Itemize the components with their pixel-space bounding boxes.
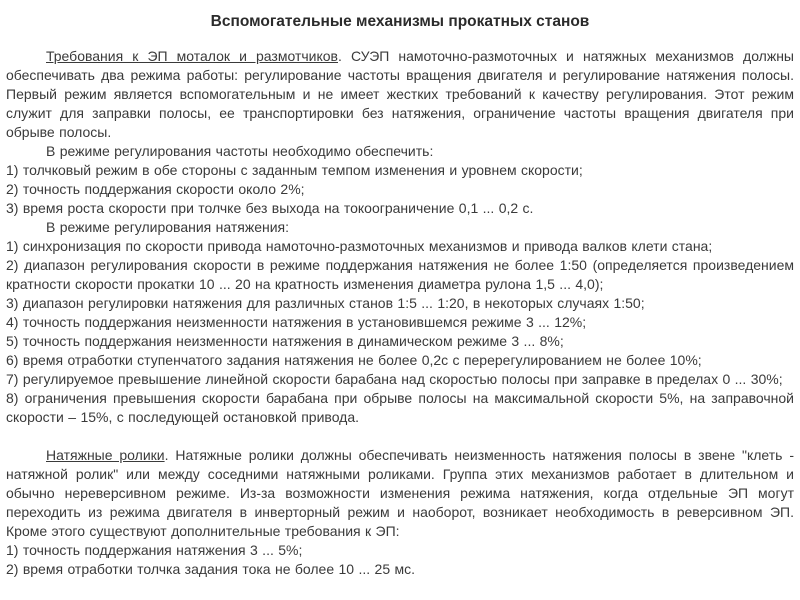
tension-mode-item-1: 1) синхронизация по скорости привода намоточно-размоточных механизмов и привода валков клети стана; bbox=[6, 238, 713, 254]
rollers-lead-term: Натяжные ролики bbox=[46, 447, 165, 463]
tension-mode-item-6: 6) время отработки ступенчатого задания натяжения не более 0,2с с перерегулированием не более 10%; bbox=[6, 352, 702, 368]
tension-mode-item-2: 2) диапазон регулирования скорости в режиме поддержания натяжения не более 1:50 (определяется произведением кратности скорости прокатки 10 ... 20 на кратность изменения диаметра рулона 1,5 ... 4,0); bbox=[6, 257, 794, 292]
rollers-item-2: 2) время отработки толчка задания тока не более 10 ... 25 мс. bbox=[6, 561, 416, 577]
tension-mode-item-7: 7) регулируемое превышение линейной скорости барабана над скоростью полосы при заправке в пределах 0 ... 30%; bbox=[6, 371, 783, 387]
rollers-item-1: 1) точность поддержания натяжения 3 ... 5%; bbox=[6, 542, 303, 558]
frequency-mode-item-2: 2) точность поддержания скорости около 2%; bbox=[6, 181, 305, 197]
tension-mode-heading: В режиме регулирования натяжения: bbox=[46, 219, 290, 235]
intro-lead-term: Требования к ЭП моталок и размотчиков bbox=[46, 48, 338, 64]
intro-body-text: . СУЭП намоточно-размоточных и натяжных механизмов должны обеспечивать два режима работы: регулирование частоты вращения двигателя и регулирование натяжения полосы. Первый режим является вспомогательным и не имеет жестких требований к качеству регулирования. Этот режим служит для заправки полосы, ее транспортировки без натяжения, ограничение частоты вращения двигателя при обрыве полосы. bbox=[6, 48, 794, 140]
tension-mode-item-4: 4) точность поддержания неизменности натяжения в установившемся режиме 3 ... 12%; bbox=[6, 314, 587, 330]
tension-mode-item-3: 3) диапазон регулировки натяжения для различных станов 1:5 ... 1:20, в некоторых случаях 1:50; bbox=[6, 295, 645, 311]
tension-mode-item-5: 5) точность поддержания неизменности натяжения в динамическом режиме 3 ... 8%; bbox=[6, 333, 564, 349]
intro-paragraph bbox=[6, 47, 794, 142]
frequency-mode-item-1: 1) толчковый режим в обе стороны с заданным темпом изменения и уровнем скорости; bbox=[6, 162, 583, 178]
frequency-mode-item-3: 3) время роста скорости при толчке без выхода на токоограничение 0,1 ... 0,2 с. bbox=[6, 200, 534, 216]
rollers-body-text: . Натяжные ролики должны обеспечивать неизменность натяжения полосы в звене "клеть - натяжной ролик" или между соседними натяжными роликами. Группа этих механизмов работает в длительном и обычно нереверсивном режиме. Из-за возможности изменения режима натяжения, когда отдельные ЭП могут переходить из режима двигателя в инверторный режим и наоборот, возникает необходимость в реверсивном ЭП. Кроме этого существуют дополнительные требования к ЭП: bbox=[6, 447, 794, 539]
rollers-paragraph bbox=[6, 446, 794, 541]
page-title: Вспомогательные механизмы прокатных станов bbox=[210, 13, 590, 30]
tension-mode-item-8: 8) ограничения превышения скорости барабана при обрыве полосы на максимальной скорости 5%, на заправочной скорости – 15%, с последующей остановкой привода. bbox=[6, 390, 794, 425]
frequency-mode-heading: В режиме регулирования частоты необходимо обеспечить: bbox=[46, 143, 434, 159]
